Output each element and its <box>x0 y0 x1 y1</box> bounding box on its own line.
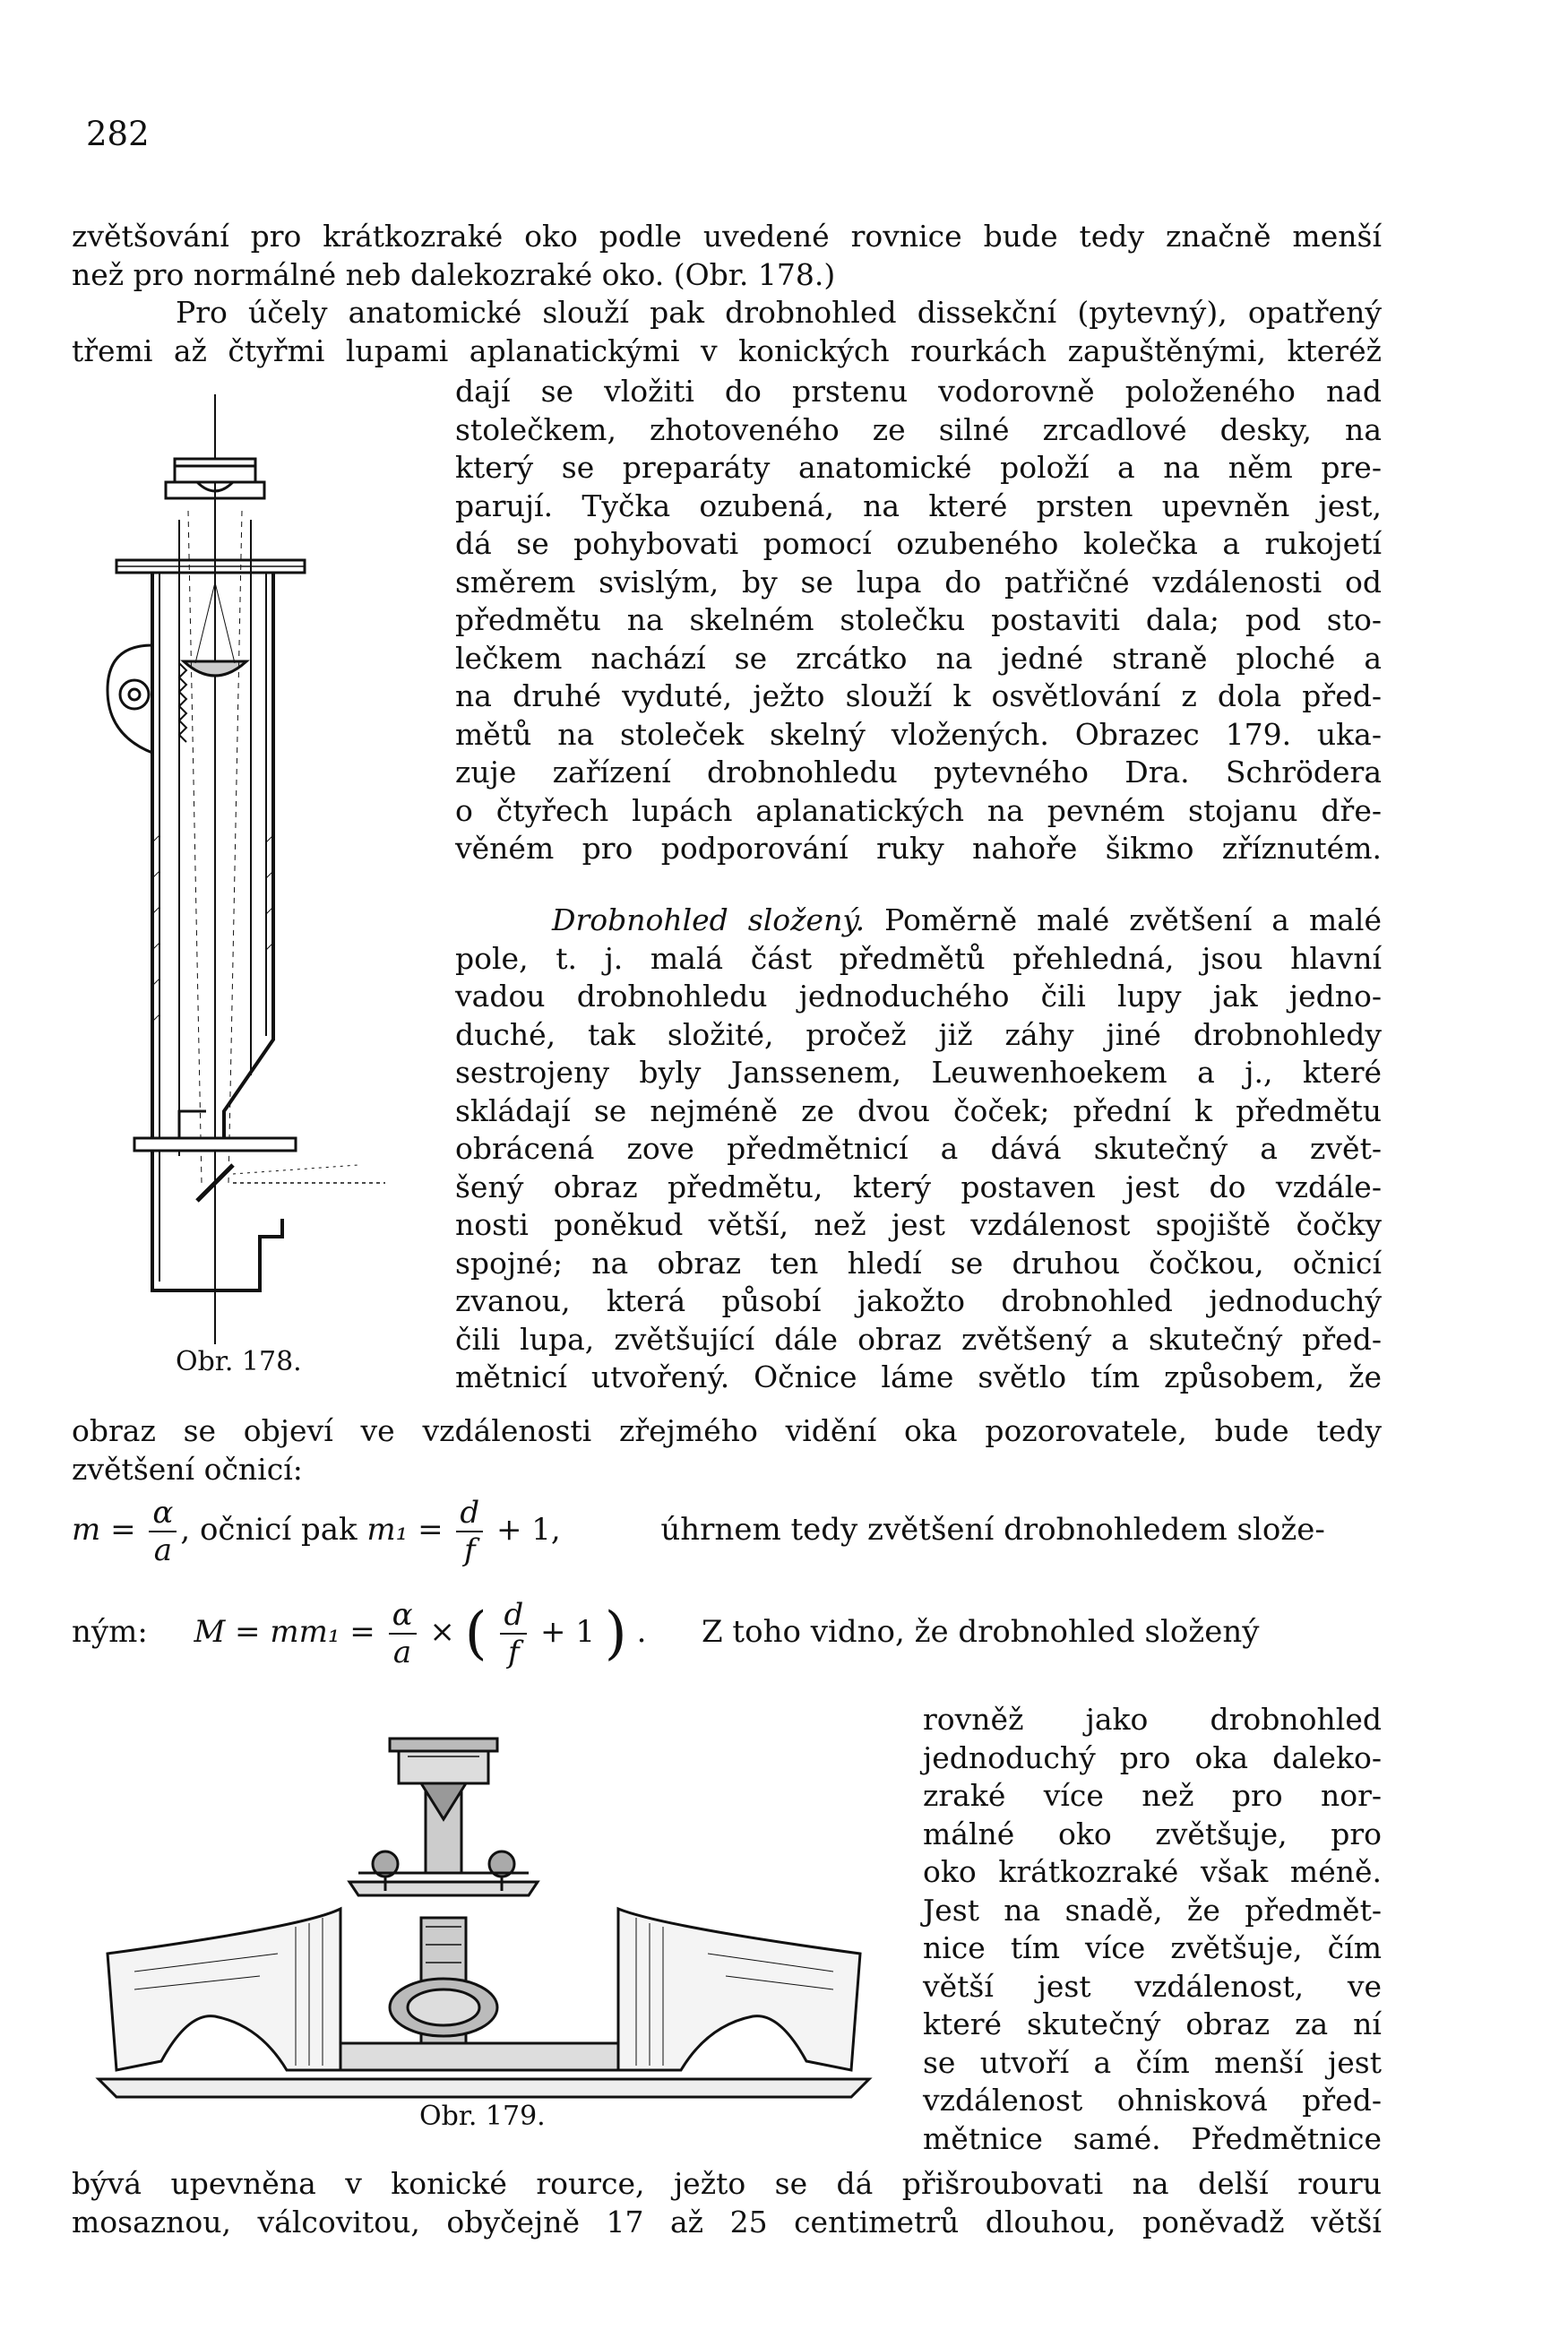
text-line: zraké více než pro nor- <box>923 1778 1382 1813</box>
text-line: skládají se nejméně ze dvou čoček; přední k předmětu <box>455 1092 1382 1128</box>
text-line: málné oko zvětšuje, pro <box>923 1816 1382 1851</box>
left-paren: ( <box>464 1601 487 1667</box>
text-line: obrácená zove předmětnicí a dává skutečný a zvět- <box>455 1131 1382 1166</box>
text-line: než pro normálné neb dalekozraké oko. (Obr. 178.) <box>72 256 836 292</box>
text-line: které skutečný obraz za ní <box>923 2006 1382 2041</box>
column-text-1 <box>455 373 1382 868</box>
text-line: jednoduchý pro oka daleko- <box>923 1739 1382 1775</box>
text-line: se utvoří a čím menší jest <box>923 2044 1382 2080</box>
text-fragment: Poměrně malé zvětšení a malé <box>884 902 1382 937</box>
figure-179-dissecting-microscope <box>81 1703 887 2106</box>
full-width-paragraph-1 <box>72 1412 1382 1489</box>
fraction-d-over-f <box>500 1597 527 1670</box>
numerator: d <box>500 1597 527 1635</box>
text-line: dá se pohybovati pomocí ozubeného kolečka a rukojetí <box>455 526 1382 561</box>
text-line: rovněž jako drobnohled <box>923 1702 1382 1737</box>
text-line: zvětšení očnicí: <box>72 1451 303 1487</box>
text-line: Pro účely anatomické slouží pak drobnohled dissekční (pytevný), opatřený <box>176 295 1382 330</box>
text-line: směrem svislým, by se lupa do patřičné vzdálenosti od <box>455 564 1382 600</box>
text-line: vzdálenost ohnisková před- <box>923 2083 1382 2118</box>
text-line: zvanou, která působí jakožto drobnohled jednoduchý <box>455 1283 1382 1318</box>
text-line: šený obraz předmětu, který postaven jest do vzdále- <box>455 1169 1382 1204</box>
denominator: a <box>392 1635 412 1670</box>
equals-sign: = <box>110 1512 136 1548</box>
text-line: bývá upevněna v konické rource, ježto se dá přišroubovati na delší rouru <box>72 2166 1382 2201</box>
text-line: čili lupa, zvětšující dále obraz zvětšený a skutečný před- <box>455 1321 1382 1357</box>
denominator: a <box>153 1532 172 1568</box>
plus-one: + 1 <box>540 1614 595 1650</box>
text-line: věném pro podporování ruky nahoře šikmo zříznutém. <box>455 831 1382 866</box>
period: . <box>636 1614 647 1650</box>
text-line: oko krátkozraké však méně. <box>923 1854 1382 1889</box>
text-line: zvětšování pro krátkozraké oko podle uvedené rovnice bude tedy značně menší <box>72 219 1382 254</box>
symbol-m1: m₁ <box>366 1512 409 1548</box>
column-text-2 <box>455 902 1382 1397</box>
text-line: nice tím více zvětšuje, čím <box>923 1930 1382 1965</box>
text-fragment: ným: <box>72 1614 148 1650</box>
numerator: α <box>149 1495 177 1532</box>
text-line: zuje zařízení drobnohledu pytevného Dra. Schrödera <box>455 755 1382 790</box>
denominator: f <box>464 1532 476 1568</box>
text-line <box>455 902 1382 940</box>
section-heading: Drobnohled složený. <box>552 902 866 937</box>
intro-paragraph <box>72 218 1382 370</box>
text-line: spojné; na obraz ten hledí se druhou čočkou, očnicí <box>455 1245 1382 1281</box>
text-fragment: , očnicí pak <box>180 1512 358 1548</box>
numerator: α <box>389 1597 417 1635</box>
text-line: mětnicí utvořený. Očnice láme světlo tím způsobem, že <box>455 1359 1382 1394</box>
expression: M = mm₁ = <box>194 1614 375 1650</box>
page-number: 282 <box>86 115 150 153</box>
numerator: d <box>456 1495 483 1532</box>
text-line: mosaznou, válcovitou, obyčejně 17 až 25 centimetrů dlouhou, poněvadž větší <box>72 2204 1382 2239</box>
formula-eyepiece-magnification <box>72 1495 1325 1568</box>
text-line: mětů na stoleček skelný vložených. Obrazec 179. uka- <box>455 716 1382 752</box>
equals-sign: = <box>418 1512 444 1548</box>
text-line: dají se vložiti do prstenu vodorovně položeného nad <box>455 374 1382 409</box>
text-line: větší jest vzdálenost, ve <box>923 1968 1382 2004</box>
text-line: obraz se objeví ve vzdálenosti zřejmého vidění oka pozorovatele, bude tedy <box>72 1413 1382 1448</box>
symbol-m: m <box>72 1512 101 1548</box>
figure-178-microscope-section <box>90 394 394 1344</box>
text-line: sestrojeny byly Janssenem, Leuwenhoekem a j., které <box>455 1055 1382 1090</box>
fraction-alpha-over-a <box>389 1597 417 1670</box>
full-width-paragraph-2 <box>72 2165 1382 2241</box>
text-line: pole, t. j. malá část předmětů přehledná, jsou hlavní <box>455 940 1382 976</box>
text-line: Jest na snadě, že předmět- <box>923 1892 1382 1928</box>
text-fragment: úhrnem tedy zvětšení drobnohledem slože- <box>660 1512 1325 1548</box>
formula-total-magnification <box>72 1597 1259 1670</box>
text-line: nosti poněkud větší, než jest vzdálenost spojiště čočky <box>455 1207 1382 1242</box>
text-fragment: Z toho vidno, že drobnohled složený <box>702 1614 1260 1650</box>
column-text-3 <box>923 1701 1382 2158</box>
text-line: na druhé vyduté, ježto slouží k osvětlování z dola před- <box>455 678 1382 713</box>
denominator: f <box>508 1635 520 1670</box>
text-line: třemi až čtyřmi lupami aplanatickými v konických rourkách zapuštěnými, kteréž <box>72 332 1382 368</box>
text-line: o čtyřech lupách aplanatických na pevném stojanu dře- <box>455 792 1382 828</box>
figure-179-caption: Obr. 179. <box>419 2101 546 2132</box>
fraction-d-over-f <box>456 1495 483 1568</box>
right-paren: ) <box>604 1601 627 1667</box>
text-line: lečkem nachází se zrcátko na jedné straně ploché a <box>455 640 1382 676</box>
plus-one: + 1, <box>496 1512 561 1548</box>
text-line: duché, tak složité, pročež již záhy jiné drobnohledy <box>455 1016 1382 1052</box>
text-line: vadou drobnohledu jednoduchého čili lupy jak jedno- <box>455 979 1382 1014</box>
text-line: předmětu na skelném stolečku postaviti dala; pod sto- <box>455 602 1382 637</box>
fraction-alpha-over-a <box>149 1495 177 1568</box>
text-line: parují. Tyčka ozubená, na které prsten upevněn jest, <box>455 488 1382 523</box>
times-sign: × <box>429 1614 455 1650</box>
text-line: který se preparáty anatomické položí a na něm pre- <box>455 450 1382 485</box>
text-line: stolečkem, zhotoveného ze silné zrcadlové desky, na <box>455 411 1382 447</box>
figure-178-caption: Obr. 178. <box>176 1346 302 1377</box>
text-line: mětnice samé. Předmětnice <box>923 2120 1382 2156</box>
